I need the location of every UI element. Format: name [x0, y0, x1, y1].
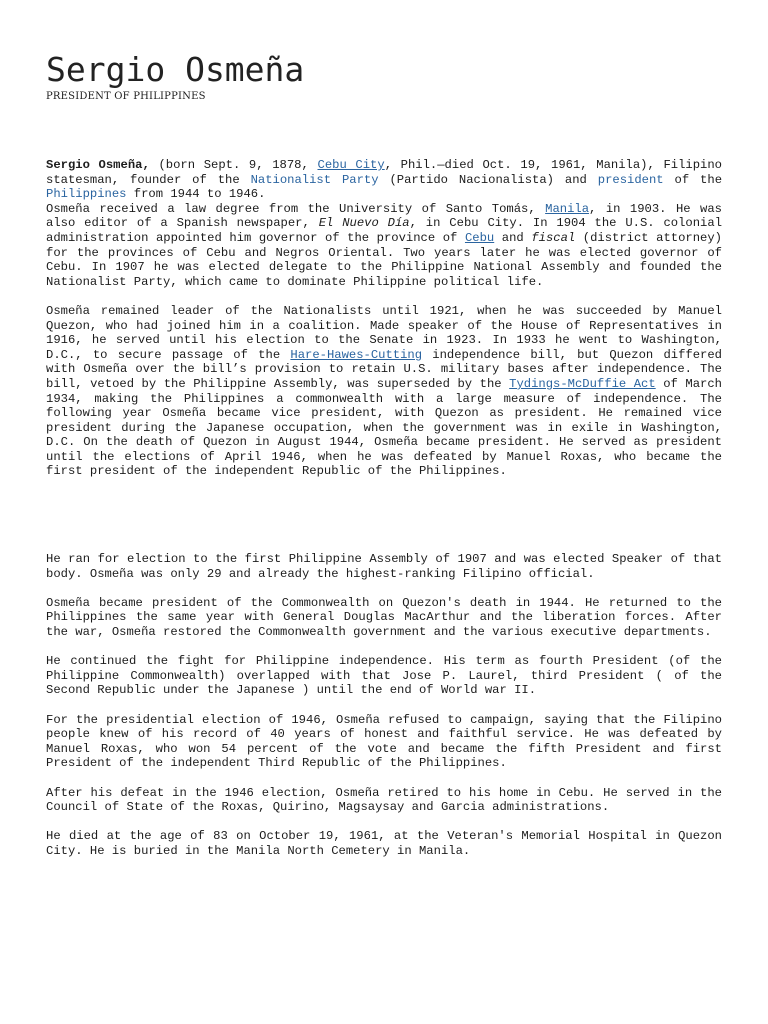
link-manila[interactable]: Manila — [545, 201, 590, 216]
document-page — [46, 52, 722, 859]
paragraph-speaker: He ran for election to the first Philippine Assembly of 1907 and was elected Speaker of that body. Osmeña was only 29 and already the highest-ranking Filipino official. — [46, 552, 722, 581]
link-hare-hawes-cutting[interactable]: Hare-Hawes-Cutting — [290, 347, 423, 362]
link-president[interactable]: president — [597, 172, 664, 187]
subject-name: Sergio Osmeña, — [46, 158, 150, 172]
page-subtitle: PRESIDENT OF PHILIPPINES — [46, 91, 206, 102]
paragraph-commonwealth: Osmeña became president of the Commonwealth on Quezon's death in 1944. He returned to the Philippines the same year with General Douglas MacArthur and the liberation forces. After the war, Osmeña restored the Commonwealth government and the various executive departments. — [46, 595, 722, 640]
article-body — [46, 158, 722, 859]
leader-paragraph: Osmeña remained leader of the Nationalists until 1921, when he was succeeded by Manuel Quezon, who had joined him in a coalition. Made speaker of the House of Representatives in 1916, he served until his election to the Senate in 1923. In 1933 he went to Washington, D.C., to secure passage of the Hare-Hawes-Cutting independence bill, but Quezon differed with Osmeña over the bill’s provision to retain U.S. military bases after independence. The bill, vetoed by the Philippine Assembly, was superseded by the Tydings-McDuffie Act of March 1934, making the Philippines a commonwealth with a large measure of independence. The following year Osmeña became vice president, with Quezon as president. He remained vice president during the Japanese occupation, when the government was in exile in Washington, D.C. On the death of Quezon in August 1944, Osmeña became president. He served as president until the elections of April 1946, when he was defeated by Manuel Roxas, who became the first president of the independent Republic of the Philippines. — [46, 303, 722, 479]
law-paragraph: Osmeña received a law degree from the University of Santo Tomás, Manila, in 1903. He was also editor of a Spanish newspaper, El Nuevo Día, in Cebu City. In 1904 the U.S. colonial administration appointed him governor of the province of Cebu and fiscal (district attorney) for the provinces of Cebu and Negros Oriental. Two years later he was elected governor of Cebu. In 1907 he was elected delegate to the Philippine National Assembly and founded the Nationalist Party, which came to dominate Philippine political life. — [46, 201, 723, 289]
link-nationalist-party[interactable]: Nationalist Party — [250, 172, 379, 187]
link-cebu-city[interactable]: Cebu City — [317, 158, 385, 172]
paragraph-death: He died at the age of 83 on October 19, 1961, at the Veteran's Memorial Hospital in Quezon City. He is buried in the Manila North Cemetery in Manila. — [46, 829, 722, 858]
newspaper-name: El Nuevo Día — [318, 216, 410, 231]
paragraph-election-1946: For the presidential election of 1946, Osmeña refused to campaign, saying that the Filipino people knew of his record of 40 years of honest and faithful service. He was defeated by Manuel Roxas, who won 54 percent of the vote and became the fifth President and first President of the independent Third Republic of the Philippines. — [46, 712, 722, 771]
paragraph-independence: He continued the fight for Philippine independence. His term as fourth President (of the Philippine Commonwealth) overlapped with that Jose P. Laurel, third President ( of the Second Republic under the Japanese ) until the end of World war II. — [46, 654, 722, 698]
page-title: Sergio Osmeña — [46, 50, 305, 89]
paragraph-retirement: After his defeat in the 1946 election, Osmeña retired to his home in Cebu. He served in the Council of State of the Roxas, Quirino, Magsaysay and Garcia administrations. — [46, 785, 722, 815]
link-tydings-mcduffie-act[interactable]: Tydings-McDuffie Act — [509, 376, 656, 391]
link-cebu[interactable]: Cebu — [464, 230, 495, 245]
intro-paragraph: Sergio Osmeña, (born Sept. 9, 1878, Cebu City, Phil.—died Oct. 19, 1961, Manila), Filipino statesman, founder of the Nationalist Party (Partido Nacionalista) and president of the Philippines from 1944 to 1946. — [46, 158, 723, 202]
link-philippines[interactable]: Philippines — [46, 187, 127, 202]
fiscal-term: fiscal — [531, 230, 576, 245]
